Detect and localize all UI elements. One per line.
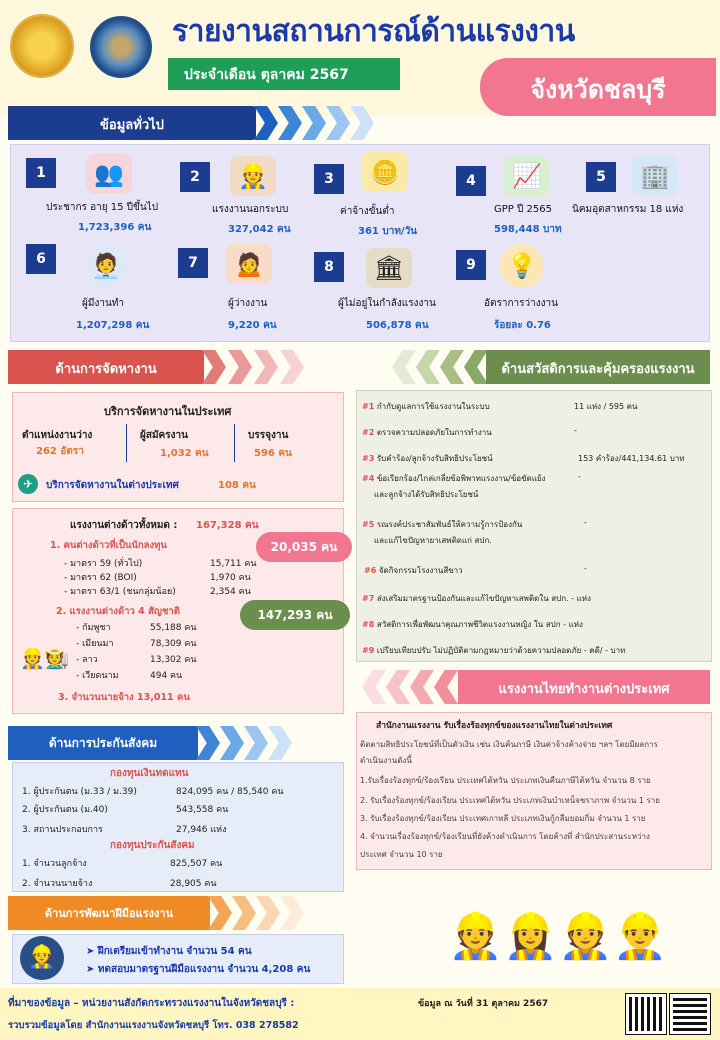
welfare-row-value: 11 แห่ง / 595 คน [574, 402, 638, 411]
chevron-icon [416, 350, 440, 384]
social-row-label: 1. จำนวนลูกจ้าง [22, 859, 87, 869]
chevron-icon [362, 670, 386, 704]
page-title: รายงานสถานการณ์ด้านแรงงาน [172, 14, 575, 49]
mou-row-label: - ลาว [76, 655, 98, 665]
min-wage-label: ค่าจ้างขั้นต่ำ [340, 206, 395, 217]
informal-workers-icon: 👷 [230, 156, 276, 196]
overseas-item: 1.รับเรื่องร้องทุกข์/ร้องเรียน ประเทศไต้หวัน ประเภทเงินคืนภาษีไต้หวัน จำนวน 8 ราย [360, 776, 651, 785]
unemployment-rate-icon: 💡 [500, 244, 544, 288]
compensation-fund-title: กองทุนเงินทดแทน [110, 768, 189, 779]
industrial-estate-label: นิคมอุตสาหกรรม 18 แห่ง [572, 204, 684, 215]
not-in-labour-label: ผู้ไม่อยู่ในกำลังแรงงาน [338, 298, 436, 309]
employer-count: 3. จำนวนนายจ้าง 13,011 คน [58, 692, 190, 703]
chevron-icon [280, 350, 304, 384]
chevron-icon [196, 726, 220, 760]
mou-badge: 147,293 คน [240, 600, 350, 630]
welfare-row-number: #1 [362, 402, 375, 411]
vacancy-value: 262 อัตรา [36, 446, 84, 457]
chonburi-province-seal-icon [90, 16, 152, 78]
skill-item-testing: ทดสอบมาตรฐานฝีมือแรงงาน จำนวน 4,208 คน [97, 964, 311, 975]
overseas-item: 3. รับเรื่องร้องทุกข์/ร้องเรียน ประเทศเกาหลี ประเภทเงินกู้กลืมยอมกิ่ม จำนวน 1 ราย [360, 814, 646, 823]
overseas-intro: ติดตามสิทธิประโยชน์ที่เป็นตัวเงิน เช่น เงินค้นภาษี เงินค่าจ้างค้างจ่าย ฯลฯ โดยมีผลการ [360, 740, 658, 749]
factory-icon: 🏢 [632, 156, 678, 196]
applicant-value: 1,032 คน [160, 448, 209, 459]
item-number: 9 [456, 250, 486, 280]
report-month: ประจำเดือน ตุลาคม 2567 [168, 58, 400, 90]
gpp-value: 598,448 บาท [494, 224, 562, 235]
chevron-icon [464, 350, 488, 384]
employed-label: ผู้มีงานทำ [82, 298, 124, 309]
chevron-icon [220, 726, 244, 760]
unemployed-label: ผู้ว่างงาน [228, 298, 268, 309]
overseas-item: 2. รับเรื่องร้องทุกข์/ร้องเรียน ประเทศไต้หวัน ประเภทเงินบำเหน็จชราภาพ จำนวน 1 ราย [360, 796, 660, 805]
vacancy-label: ตำแหน่งงานว่าง [22, 430, 93, 441]
mou-row-value: 13,302 คน [150, 655, 197, 665]
foreign-workers-icon: 👷🧑‍🌾 [20, 646, 70, 670]
welfare-row-value: - [578, 472, 581, 481]
welfare-row-text: ข้อเรียกร้อง/ไกล่เกลี่ยข้อพิพาทแรงงาน/ข้อขัดแย้ง [376, 474, 546, 483]
item-number: 7 [178, 248, 208, 278]
domestic-employment-title: บริการจัดหางานในประเทศ [104, 405, 232, 418]
employed-value: 1,207,298 คน [76, 320, 150, 331]
informal-workers-value: 327,042 คน [228, 224, 291, 235]
overseas-panel [356, 712, 712, 870]
item-number: 4 [456, 166, 486, 196]
chevron-icon [434, 670, 458, 704]
investor-badge: 20,035 คน [256, 532, 352, 562]
divider [234, 424, 235, 462]
chevron-icon [254, 350, 278, 384]
insured-row-label: 2. ผู้ประกันตน (ม.40) [22, 805, 108, 815]
mou-row-label: - กัมพูชา [76, 623, 111, 633]
qr-code-icon[interactable] [670, 994, 710, 1034]
footer-date: ข้อมูล ณ วันที่ 31 ตุลาคม 2567 [418, 999, 549, 1009]
chevron-icon [256, 896, 280, 930]
investor-row-label: - มาตรา 59 (ทั่วไป) [64, 559, 143, 569]
unemployment-rate-label: อัตราการว่างงาน [484, 298, 558, 309]
gpp-label: GPP ปี 2565 [494, 204, 552, 215]
welfare-row-text-cont: และแก้ไขปัญหายาเสพติดแก่ สปก. [374, 536, 492, 545]
welfare-row-text: เปรียบเทียบปรับ ไม่ปฏิบัติตามกฎหมายว่าด้วยความปลอดภัย - คดี/ - บาท [376, 646, 626, 655]
item-number: 2 [180, 162, 210, 192]
informal-workers-label: แรงงานนอกระบบ [212, 204, 289, 215]
insured-row-value: 27,946 แห่ง [176, 825, 227, 835]
welfare-row-number: #2 [362, 428, 375, 437]
investor-row-label: - มาตรา 63/1 (ชนกลุ่มน้อย) [64, 587, 176, 597]
divider [126, 424, 127, 462]
chevron-icon [268, 726, 292, 760]
chevron-icon [202, 350, 226, 384]
qr-code-icon[interactable] [626, 994, 666, 1034]
social-row-value: 825,507 คน [170, 859, 223, 869]
item-number: 8 [314, 252, 344, 282]
overseas-intro-cont: ดำเนินงานดังนี้ [360, 756, 412, 765]
welfare-row-value: - [584, 564, 587, 573]
general-info-heading: ข้อมูลทั่วไป [8, 106, 256, 140]
item-number: 6 [26, 244, 56, 274]
welfare-row-text: ส่งเสริมมาตรฐานป้องกันและแก้ไขปัญหาเสพติดใน สปก. - แห่ง [376, 594, 591, 603]
welfare-heading: ด้านสวัสดิการและคุ้มครองแรงงาน [486, 350, 710, 384]
item-number: 5 [586, 162, 616, 192]
ministry-labour-logo-icon [10, 14, 74, 78]
mou-row-label: - เมียนมา [76, 639, 114, 649]
population-value: 1,723,396 คน [78, 222, 152, 233]
investor-row-value: 15,711 คน [210, 559, 257, 569]
welfare-row-text: รับคำร้อง/ลูกจ้างรับสิทธิประโยชน์ [376, 454, 493, 463]
airplane-icon: ✈ [18, 474, 38, 494]
welfare-row-value: 153 คำร้อง/441,134.61 บาท [578, 454, 685, 463]
welfare-row-text: จัดกิจกรรมโรงงานสีขาว [378, 566, 463, 575]
not-in-labour-value: 506,878 คน [366, 320, 429, 331]
welfare-row-number: #5 [362, 520, 375, 529]
foreign-total-value: 167,328 คน [196, 520, 259, 531]
population-label: ประชากร อายุ 15 ปีขึ้นไป [46, 202, 159, 213]
insured-row-label: 1. ผู้ประกันตน (ม.33 / ม.39) [22, 787, 137, 797]
unemployed-icon: 🙍 [226, 244, 272, 284]
overseas-employment-value: 108 คน [218, 480, 256, 491]
employment-heading: ด้านการจัดหางาน [8, 350, 204, 384]
investor-row-value: 2,354 คน [210, 587, 251, 597]
chevron-icon [392, 350, 416, 384]
welfare-row-text: ตรวจความปลอดภัยในการทำงาน [376, 428, 492, 437]
chevron-icon [440, 350, 464, 384]
welfare-row-text: รณรงค์ประชาสัมพันธ์ให้ความรู้การป้องกัน [376, 520, 523, 529]
chevron-icon [232, 896, 256, 930]
mou-title: 2. แรงงานต่างด้าว 4 สัญชาติ [56, 606, 180, 617]
welfare-row-number: #6 [364, 566, 377, 575]
welfare-row-value: - [574, 426, 577, 435]
skill-development-heading: ด้านการพัฒนาฝีมือแรงงาน [8, 896, 210, 930]
insured-row-value: 543,558 คน [176, 805, 229, 815]
chevron-icon [208, 896, 232, 930]
foreign-total-label: แรงงานต่างด้าวทั้งหมด : [70, 520, 178, 531]
welfare-row-value: - [584, 518, 587, 527]
employed-icon: 🧑‍💼 [84, 244, 128, 288]
insured-row-value: 824,095 คน / 85,540 คน [176, 787, 284, 797]
min-wage-value: 361 บาท/วัน [358, 226, 418, 237]
overseas-item: 4. จำนวนเรื่องร้องทุกข์/ร้องเรียนที่ยังค้างดำเนินการ โดยค้างที่ สำนักประสานระหว่าง [360, 832, 650, 841]
overseas-item: ประเทศ จำนวน 10 ราย [360, 850, 443, 859]
welfare-row-number: #4 [362, 474, 375, 483]
worker-helmet-icon: 👷 [20, 936, 64, 980]
mou-row-label: - เวียดนาม [76, 671, 119, 681]
social-fund-title: กองทุนประกันสังคม [110, 840, 195, 851]
insured-row-label: 3. สถานประกอบการ [22, 825, 103, 835]
social-security-heading: ด้านการประกันสังคม [8, 726, 198, 760]
unemployed-value: 9,220 คน [228, 320, 277, 331]
item-number: 1 [26, 158, 56, 188]
welfare-row-number: #8 [362, 620, 375, 629]
welfare-row-text: กำกับดูแลการใช้แรงงานในระบบ [376, 402, 490, 411]
welfare-row-number: #9 [362, 646, 375, 655]
chevron-icon [228, 350, 252, 384]
investor-row-label: - มาตรา 62 (BOI) [64, 573, 137, 583]
welfare-row-number: #7 [362, 594, 375, 603]
chevron-icon [410, 670, 434, 704]
item-number: 3 [314, 164, 344, 194]
mou-row-value: 494 คน [150, 671, 183, 681]
skill-item-training: ฝึกเตรียมเข้าทำงาน จำนวน 54 คน [97, 946, 252, 957]
mou-row-value: 78,309 คน [150, 639, 197, 649]
mou-row-value: 55,188 คน [150, 623, 197, 633]
chevron-icon [280, 896, 304, 930]
welfare-row-text: สวัสดิการเพื่อพัฒนาคุณภาพชีวิตแรงงานหญิง ใน สปก - แห่ง [376, 620, 583, 629]
overseas-employment-label: บริการจัดหางานในต่างประเทศ [46, 480, 179, 491]
coins-icon: 🪙 [362, 152, 408, 192]
footer-compiled: รวบรวมข้อมูลโดย สำนักงานแรงงานจังหวัดชลบุรี โทร. 038 278582 [8, 1020, 299, 1031]
social-row-label: 2. จำนวนนายจ้าง [22, 879, 93, 889]
welfare-row-text-cont: และลูกจ้างได้รับสิทธิประโยชน์ [374, 490, 479, 499]
placed-value: 596 คน [254, 448, 292, 459]
placed-label: บรรจุงาน [248, 430, 289, 441]
investor-title: 1. คนต่างด้าวที่เป็นนักลงทุน [50, 540, 167, 551]
gdp-chart-icon: 📈 [504, 156, 550, 196]
welfare-row-number: #3 [362, 454, 375, 463]
social-row-value: 28,905 คน [170, 879, 217, 889]
overseas-title: สำนักงานแรงงาน รับเรื่องร้องทุกข์ของแรงงานไทยในต่างประเทศ [376, 721, 613, 731]
applicant-label: ผู้สมัครงาน [140, 430, 188, 441]
province-name: จังหวัดชลบุรี [480, 58, 716, 116]
chevron-icon [386, 670, 410, 704]
investor-row-value: 1,970 คน [210, 573, 251, 583]
footer-source: ที่มาของข้อมูล – หน่วยงานสังกัดกระทรวงแรงงานในจังหวัดชลบุรี : [8, 998, 295, 1009]
unemployment-rate-value: ร้อยละ 0.76 [494, 320, 551, 331]
masked-workers-illustration-icon: 👷👷‍♀️👷👷‍♂️ [448, 911, 668, 962]
people-group-icon: 👥 [86, 154, 132, 194]
chevron-icon [244, 726, 268, 760]
overseas-heading: แรงงานไทยทำงานต่างประเทศ [458, 670, 710, 704]
not-in-labour-icon: 🏛 [366, 248, 412, 288]
